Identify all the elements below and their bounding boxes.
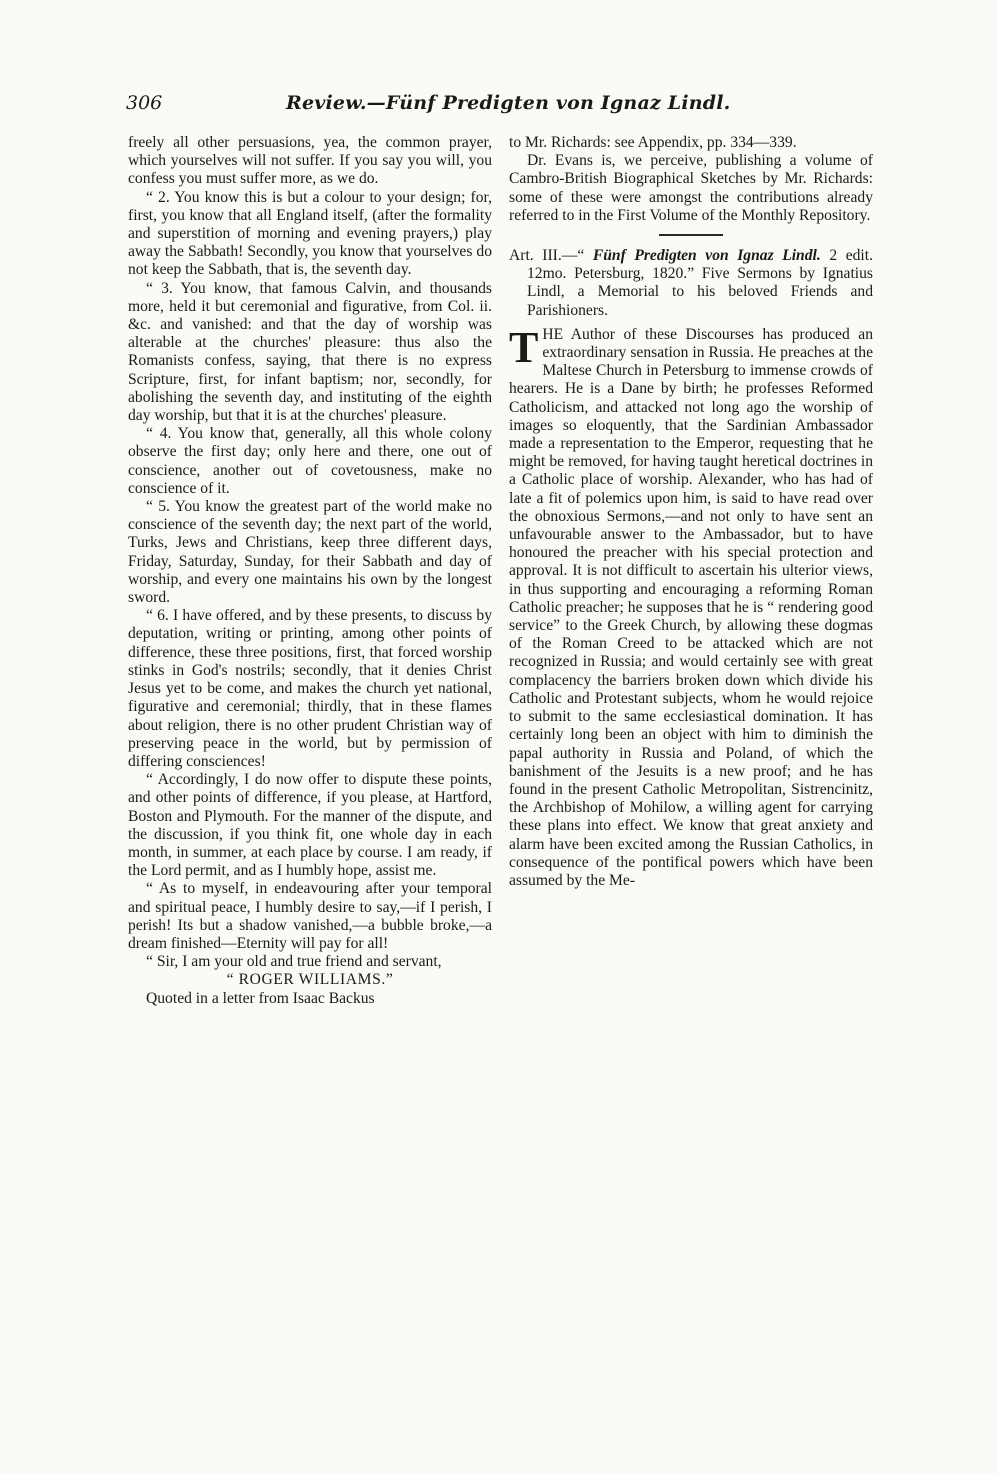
paragraph: “ Accordingly, I do now offer to dispute these points, and other points of difference, if you please, at Hartford, Boston and Plymouth. For the manner of the dispute, and the discussion, if you think fit, one whole day in each month, in summer, at each place by course. I am ready, if the Lord permit, and as I humbly hope, assist me.	[128, 771, 492, 880]
article-body-text: HE Author of these Discourses has produced an extraordinary sensation in Russia. He preaches at the Maltese Church in Petersburg to immense crowds of hearers. He is a Dane by birth; he professes Reformed Catholicism, and attacked not long ago the worship of images so eloquently, that the Sardinian Ambassador made a representation to the Emperor, requesting that he might be removed, for having taught heretical doctrines in a Catholic place of worship. Alexander, who has had of late a fit of polemics upon him, is said to have read over the obnoxious Sermons,—and not only to have sent an unfavourable answer to the Ambassador, but to have honoured the preacher with his special protection and approval. It is not difficult to ascertain his ulterior views, in thus supporting and encouraging a reforming Roman Catholic preacher; he supposes that he is “ rendering good service” to the Greek Church, by allowing these dogmas of the Roman Creed to be attacked which are not recognized in Russia; and would certainly see with great complacency the barriers broken down which divide his Catholic and Protestant subjects, whom he would rejoice to submit to the same ecclesiastical domination. It has certainly long been an object with him to diminish the papal authority in Russia and Poland, of which the banishment of the Jesuits is a new proof; and he has found in the present Catholic Metropolitan, Sistrencinitz, the Archbishop of Mohilow, a willing agent for carrying these plans into effect. We know that great anxiety and alarm have been excited among the Russian Catholics, in consequence of the pontifical powers which have been assumed by the Me-	[509, 325, 873, 889]
page-number: 306	[126, 92, 163, 114]
right-column	[509, 134, 873, 890]
running-title: Review.—Fünf Predigten von Ignaz Lindl.	[286, 92, 731, 114]
paragraph: “ 5. You know the greatest part of the world make no conscience of the seventh day; the next part of the world, Turks, Jews and Christians, keep three different days, Friday, Saturday, Sunday, for their Sabbath and day of worship, and every one maintains his own by the longest sword.	[128, 498, 492, 607]
citation-line: Quoted in a letter from Isaac Backus	[146, 989, 375, 1007]
paragraph: freely all other persuasions, yea, the common prayer, which yourselves will not suffer. If you say you will, you confess you must suffer more, as we do.	[128, 134, 492, 188]
drop-cap: T	[509, 322, 539, 372]
article-body	[509, 322, 873, 890]
paragraph: “ 4. You know that, generally, all this whole colony observe the first day; only here and there, one out of conscience, another out of covetousness, make no conscience of it.	[128, 425, 492, 497]
article-details: 2 edit. 12mo. Petersburg, 1820.” Five Sermons by Ignatius Lindl, a Memorial to his beloved Friends and Parishioners.	[527, 247, 873, 319]
signature: “ ROGER WILLIAMS.”	[226, 971, 394, 989]
paragraph: “ 6. I have offered, and by these presents, to discuss by deputation, writing or printing, among other points of difference, these three positions, first, that forced worship stinks in God's nostrils; secondly, that it denies Christ Jesus yet to be come, and makes the church yet national, figurative and ceremonial; thirdly, that in these flames about religion, there is no other prudent Christian way of preserving peace in the world, but by permission of differing consciences!	[128, 607, 492, 770]
paragraph: “ 2. You know this is but a colour to your design; for, first, you know that all England itself, (after the formality and superstition of morning and evening prayers,) play away the Sabbath! Secondly, you know that yourselves do not keep the Sabbath, that is, the seventh day.	[128, 188, 492, 279]
article-heading	[509, 247, 873, 320]
page-header	[126, 92, 874, 118]
left-column	[128, 134, 492, 1008]
article-label: Art. III.—“	[509, 247, 585, 265]
paragraph: “ Sir, I am your old and true friend and servant,	[146, 953, 442, 971]
evans-note: Dr. Evans is, we perceive, publishing a volume of Cambro-British Biographical Sketches by Mr. Richards: some of these were amongst the contributions already referred to in the First Volume of the Monthly Repository.	[509, 152, 873, 224]
continuation-text: to Mr. Richards: see Appendix, pp. 334—339.	[509, 134, 797, 151]
section-divider	[659, 234, 723, 236]
article-title: Fünf Predigten von Ignaz Lindl.	[592, 247, 821, 265]
paragraph: “ As to myself, in endeavouring after your temporal and spiritual peace, I humbly desire to say,—if I perish, I perish! Its but a shadow vanished,—a bubble broke,—a dream finished—Eternity will pay for all!	[128, 880, 492, 952]
paragraph: “ 3. You know, that famous Calvin, and thousands more, held it but ceremonial and figurative, from Col. ii. &c. and vanished: and that the day of worship was alterable at the churches' pleasure: thus also the Romanists confess, saying, that there is no express Scripture, first, for infant baptism; nor, secondly, for abolishing the seventh day, and instituting of the eighth day worship, but that it is at the churches' pleasure.	[128, 279, 492, 425]
